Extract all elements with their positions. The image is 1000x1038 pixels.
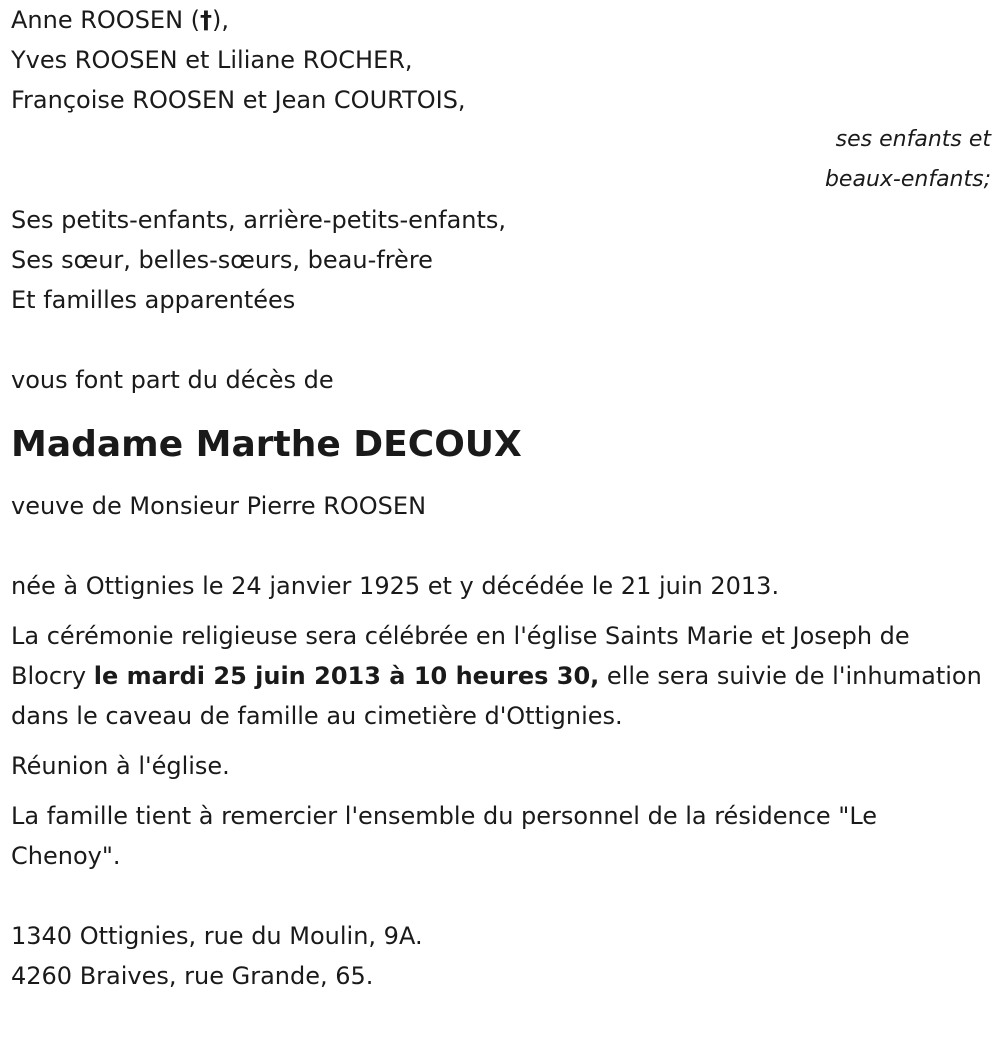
- others-line-1: Ses petits-enfants, arrière-petits-enfants,: [11, 206, 507, 234]
- reunion-text: Réunion à l'église.: [11, 752, 230, 780]
- reunion-paragraph: [11, 746, 991, 786]
- obituary-notice: [11, 0, 991, 1038]
- spacer: [11, 320, 991, 360]
- relation-line-2: beaux-enfants;: [824, 167, 991, 192]
- birth-death-text: née à Ottignies le 24 janvier 1925 et y décédée le 21 juin 2013.: [11, 572, 780, 600]
- deceased-name: Madame Marthe DECOUX: [11, 424, 522, 465]
- thanks-text: La famille tient à remercier l'ensemble du personnel de la résidence "Le Chenoy".: [11, 802, 878, 870]
- paren-close: ),: [212, 6, 230, 34]
- cross-icon: †: [200, 6, 213, 34]
- spacer: [11, 526, 991, 566]
- address-line-1: 1340 Ottignies, rue du Moulin, 9A.: [11, 922, 423, 950]
- family-anne-name: Anne ROOSEN: [11, 6, 184, 34]
- others-line-3: Et familles apparentées: [11, 286, 296, 314]
- relation-line-1: ses enfants et: [835, 127, 991, 152]
- spacer: [11, 876, 991, 916]
- ceremony-paragraph: [11, 616, 991, 736]
- ceremony-datetime: le mardi 25 juin 2013 à 10 heures 30,: [93, 662, 600, 690]
- paren-open: (: [183, 6, 201, 34]
- family-line-francoise: Françoise ROOSEN et Jean COURTOIS,: [11, 86, 466, 114]
- thanks-paragraph: [11, 796, 991, 876]
- widow-of-text: veuve de Monsieur Pierre ROOSEN: [11, 492, 427, 520]
- announce-text: vous font part du décès de: [11, 366, 334, 394]
- ceremony-text: [11, 616, 991, 736]
- family-line-anne: [11, 0, 991, 40]
- others-line-2: Ses sœur, belles-sœurs, beau-frère: [11, 246, 433, 274]
- family-line-yves: Yves ROOSEN et Liliane ROCHER,: [11, 46, 413, 74]
- ceremony-part1: La cérémonie religieuse sera célébrée en l'église Saints Marie et Joseph de Blocry: [11, 622, 910, 690]
- ceremony-part2: elle sera suivie de l'inhumation dans le caveau de famille au cimetière d'Ottignies.: [11, 662, 982, 730]
- address-line-2: 4260 Braives, rue Grande, 65.: [11, 962, 374, 990]
